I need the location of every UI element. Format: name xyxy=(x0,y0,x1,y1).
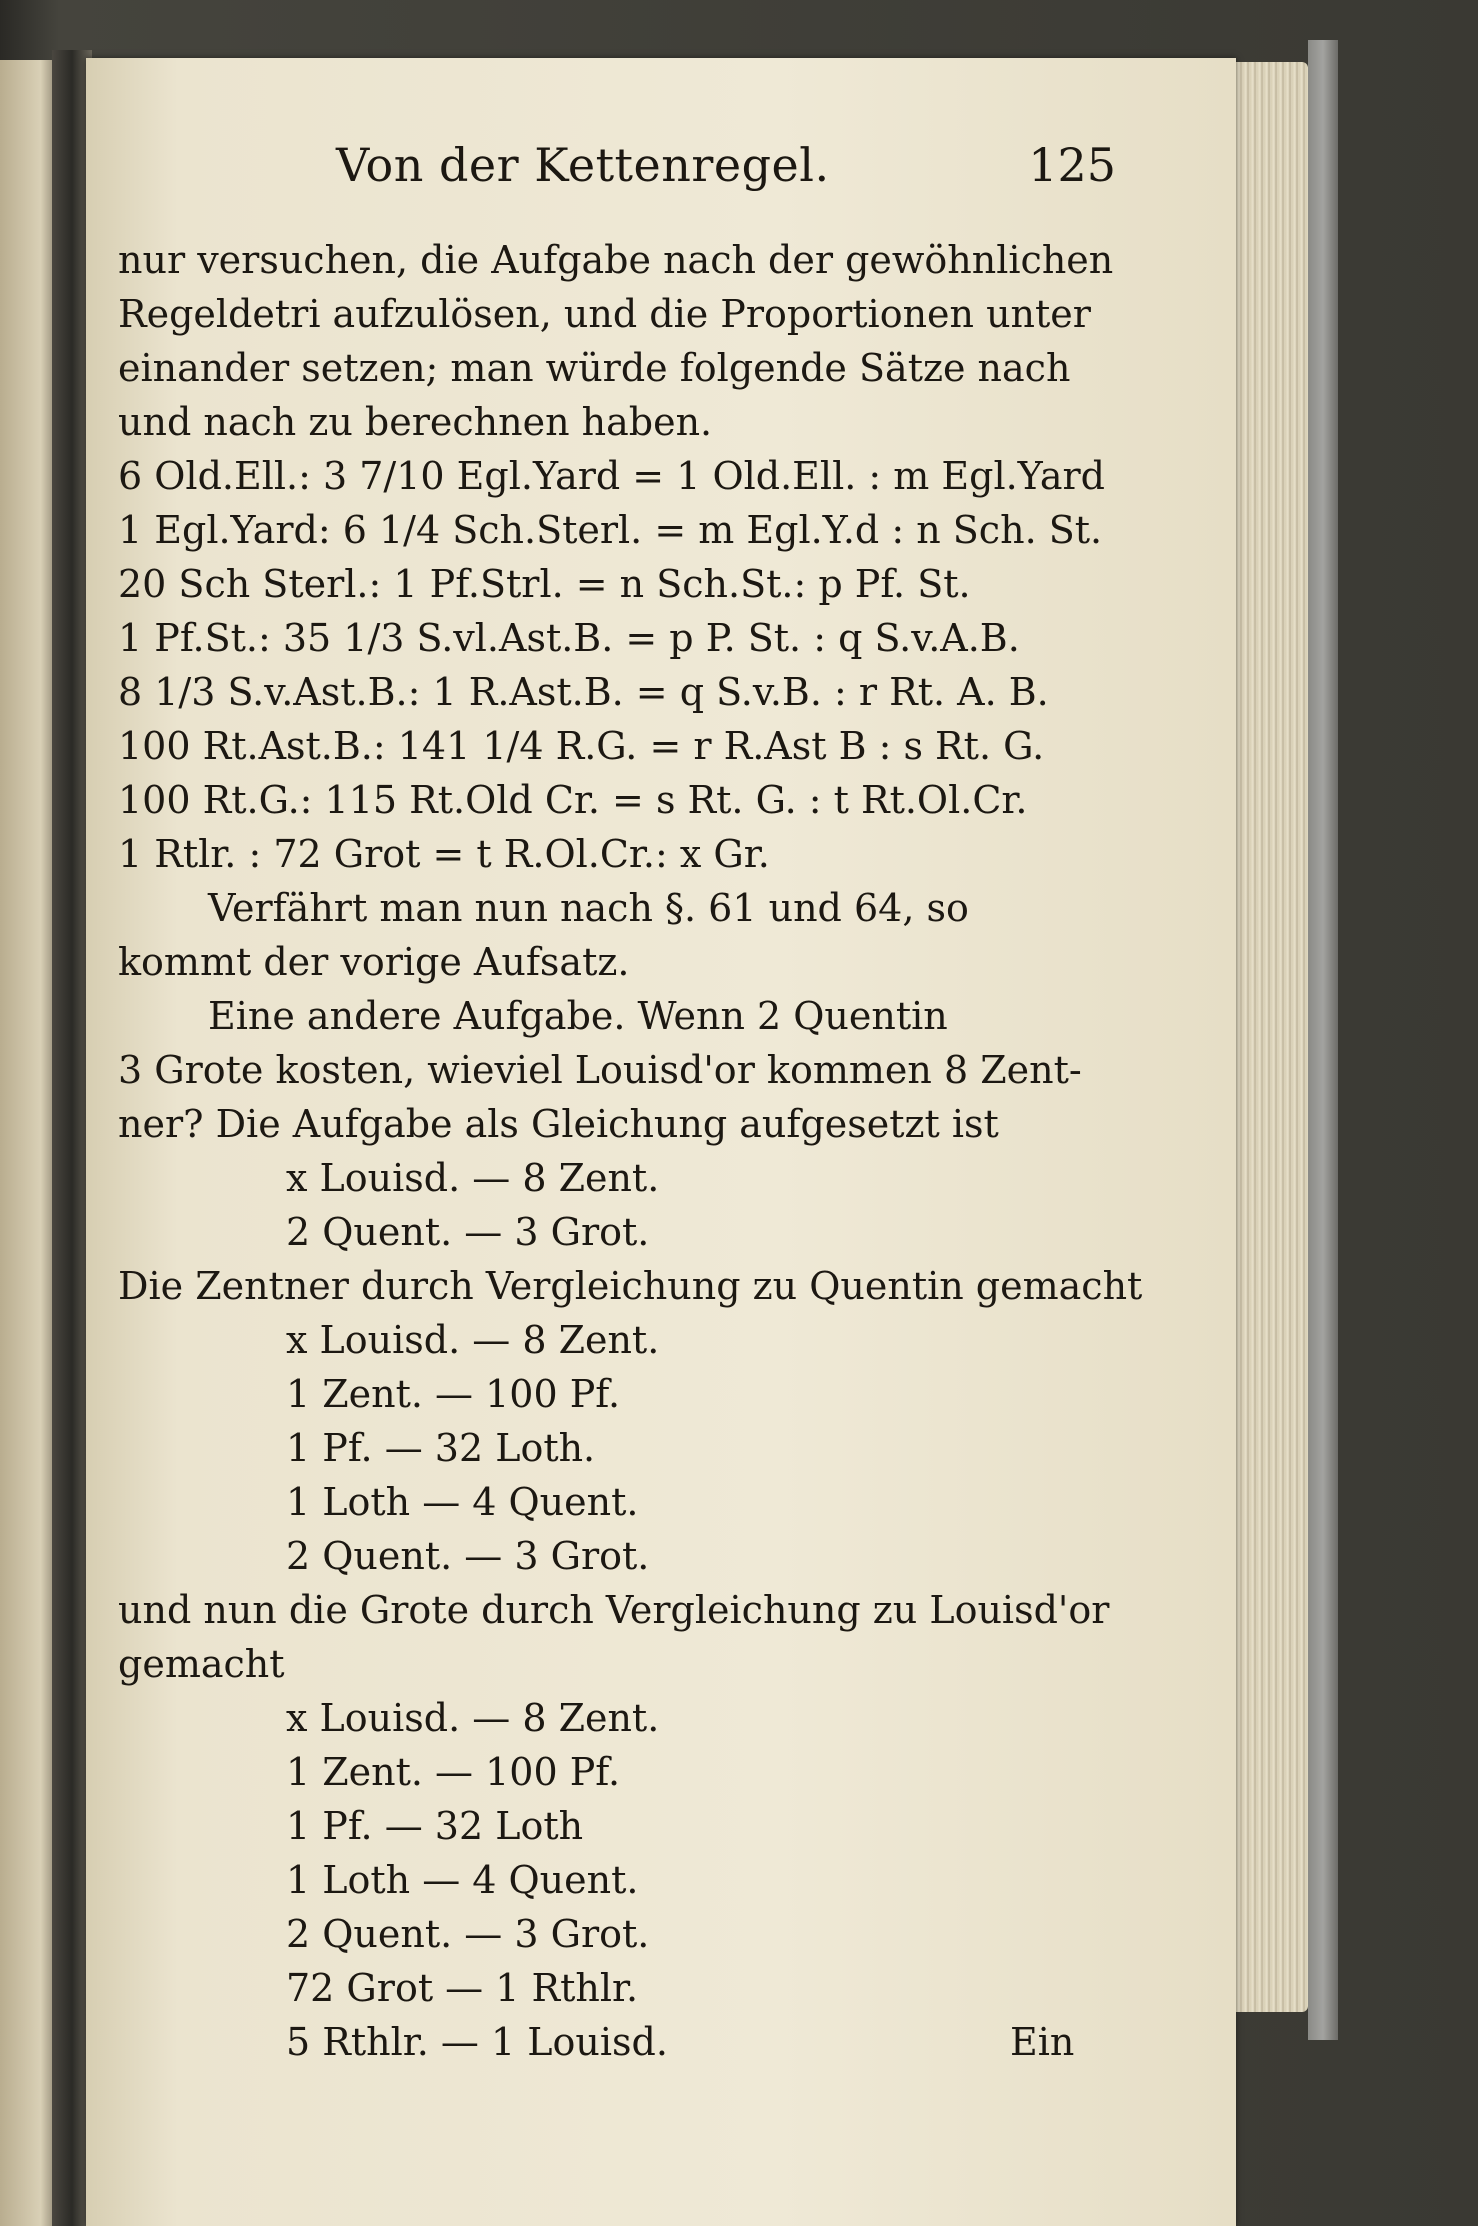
text-line: ner? Die Aufgabe als Gleichung aufgesetzt ist xyxy=(118,1102,999,1146)
proportion-line: x Louisd. — 8 Zent. xyxy=(286,1156,660,1200)
equation-line: 8 1/3 S.v.Ast.B.: 1 R.Ast.B. = q S.v.B. : r Rt. A. B. xyxy=(118,670,1049,714)
text-line: kommt der vorige Aufsatz. xyxy=(118,940,630,984)
proportion-line: 2 Quent. — 3 Grot. xyxy=(286,1534,650,1578)
equation-line: 1 Rtlr. : 72 Grot = t R.Ol.Cr.: x Gr. xyxy=(118,832,770,876)
text-line: und nach zu berechnen haben. xyxy=(118,400,713,444)
equation-line: 1 Egl.Yard: 6 1/4 Sch.Sterl. = m Egl.Y.d : n Sch. St. xyxy=(118,508,1103,552)
proportion-line: 2 Quent. — 3 Grot. xyxy=(286,1912,650,1956)
proportion-line: 72 Grot — 1 Rthlr. xyxy=(286,1966,639,2010)
equation-line: 1 Pf.St.: 35 1/3 S.vl.Ast.B. = p P. St. : q S.v.A.B. xyxy=(118,616,1020,660)
page-header xyxy=(336,138,1116,198)
left-page-edge xyxy=(0,60,58,2226)
text-line: Regeldetri aufzulösen, und die Proportionen unter xyxy=(118,292,1091,336)
text-line: Die Zentner durch Vergleichung zu Quentin gemacht xyxy=(118,1264,1143,1308)
text-line: und nun die Grote durch Vergleichung zu Louisd'or xyxy=(118,1588,1110,1632)
proportion-line: 2 Quent. — 3 Grot. xyxy=(286,1210,650,1254)
catchword: Ein xyxy=(1010,2020,1075,2064)
equation-line: 6 Old.Ell.: 3 7/10 Egl.Yard = 1 Old.Ell. : m Egl.Yard xyxy=(118,454,1105,498)
equation-line: 100 Rt.Ast.B.: 141 1/4 R.G. = r R.Ast B : s Rt. G. xyxy=(118,724,1045,768)
text-line: nur versuchen, die Aufgabe nach der gewöhnlichen xyxy=(118,238,1114,282)
proportion-line: 1 Loth — 4 Quent. xyxy=(286,1480,639,1524)
text-line: einander setzen; man würde folgende Sätze nach xyxy=(118,346,1071,390)
equation-line: 100 Rt.G.: 115 Rt.Old Cr. = s Rt. G. : t Rt.Ol.Cr. xyxy=(118,778,1028,822)
proportion-line: 5 Rthlr. — 1 Louisd. xyxy=(286,2020,668,2064)
book-cover-edge xyxy=(1308,40,1338,2040)
equation-line: 20 Sch Sterl.: 1 Pf.Strl. = n Sch.St.: p Pf. St. xyxy=(118,562,971,606)
text-line: 3 Grote kosten, wieviel Louisd'or kommen 8 Zent- xyxy=(118,1048,1082,1092)
proportion-line: 1 Pf. — 32 Loth. xyxy=(286,1426,596,1470)
running-title: Von der Kettenregel. xyxy=(336,138,830,192)
proportion-line: 1 Pf. — 32 Loth xyxy=(286,1804,584,1848)
page-number: 125 xyxy=(1028,138,1116,192)
proportion-line: 1 Zent. — 100 Pf. xyxy=(286,1750,621,1794)
text-line: Verfährt man nun nach §. 61 und 64, so xyxy=(208,886,969,930)
proportion-line: 1 Loth — 4 Quent. xyxy=(286,1858,639,1902)
proportion-line: x Louisd. — 8 Zent. xyxy=(286,1696,660,1740)
proportion-line: x Louisd. — 8 Zent. xyxy=(286,1318,660,1362)
page-edges xyxy=(1236,62,1308,2012)
text-line: Eine andere Aufgabe. Wenn 2 Quentin xyxy=(208,994,948,1038)
proportion-line: 1 Zent. — 100 Pf. xyxy=(286,1372,621,1416)
text-line: gemacht xyxy=(118,1642,285,1686)
